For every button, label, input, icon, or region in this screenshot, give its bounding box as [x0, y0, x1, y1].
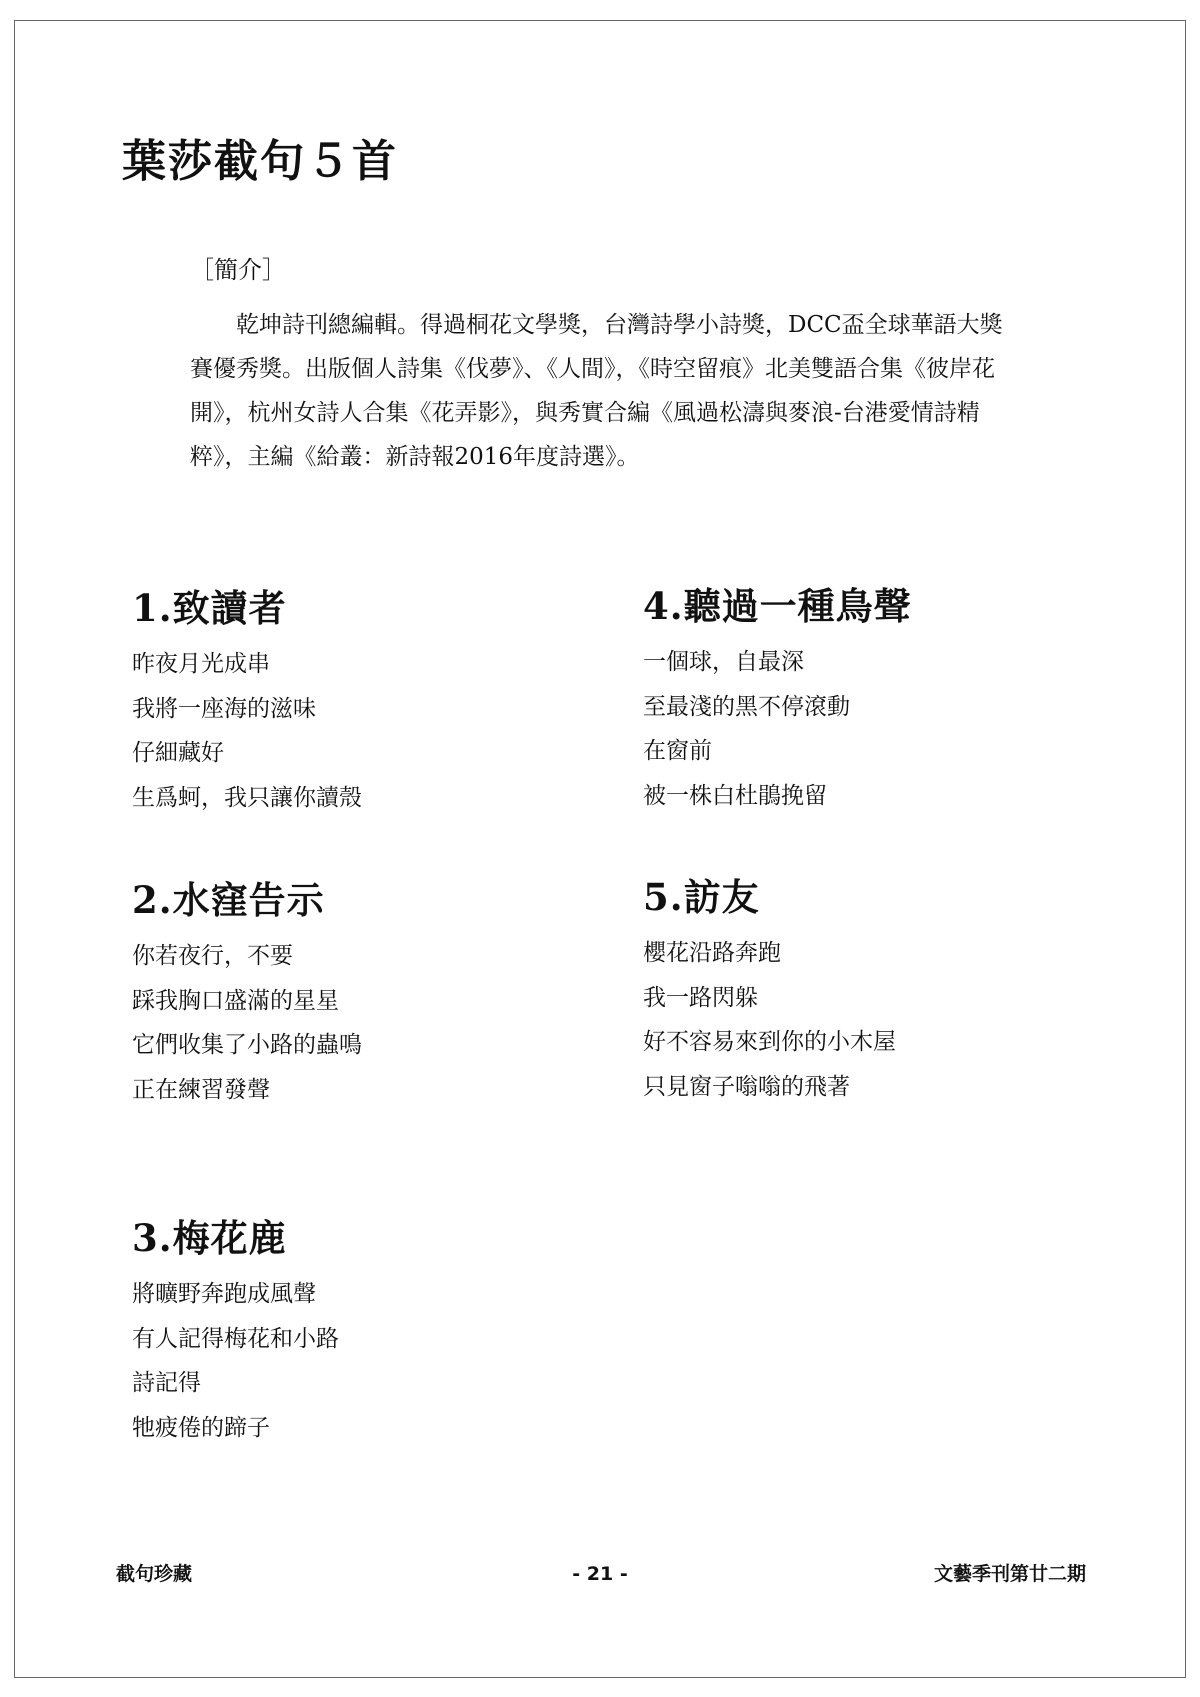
poem-line: 昨夜月光成串 — [132, 651, 270, 677]
poem-line: 櫻花沿路奔跑 — [643, 940, 781, 966]
poem-lines — [643, 640, 912, 818]
poem-line: 在窗前 — [643, 738, 712, 764]
poem-line: 只見窗子嗡嗡的飛著 — [643, 1073, 850, 1100]
poem-line: 我一路閃躲 — [643, 984, 758, 1011]
page-title: 葉莎截句５首 — [122, 136, 398, 187]
poem-line: 牠疲倦的蹄子 — [132, 1414, 270, 1441]
poem-line: 生爲蚵，我只讓你讀殼 — [132, 784, 362, 811]
footer-publication: 文藝季刊第廿二期 — [933, 1563, 1086, 1585]
poem-line: 仔細藏好 — [132, 740, 224, 766]
poem-line: 將曠野奔跑成風聲 — [132, 1281, 316, 1307]
poem-line: 踩我胸口盛滿的星星 — [132, 987, 339, 1014]
poem-line: 有人記得梅花和小路 — [132, 1325, 339, 1352]
poem-line: 你若夜行，不要 — [132, 943, 293, 969]
poem-line: 詩記得 — [132, 1370, 201, 1396]
poem-lines — [132, 1272, 339, 1450]
poem-lines — [643, 931, 896, 1109]
poem-title: 1.致讀者 — [132, 586, 287, 630]
footer-page-number: - 21 - — [572, 1563, 628, 1585]
poem-line: 至最淺的黑不停滾動 — [643, 693, 850, 720]
intro-label: ［簡介］ — [190, 256, 286, 284]
intro-text: 乾坤詩刊總編輯。得過桐花文學獎，台灣詩學小詩獎，DCC盃全球華語大獎賽優秀獎。出版個人詩集《伐夢》、《人間》，《時空留痕》北美雙語合集《彼岸花開》，杭州女詩人合集《花弄影》，與秀實合編《風過松濤與麥浪-台港愛情詩精粹》，主編《給叢：新詩報2016年度詩選》。 — [190, 312, 1003, 470]
poem-line: 一個球，自最深 — [643, 649, 804, 675]
poem-title: 4.聽過一種鳥聲 — [643, 584, 912, 628]
poem-title: 5.訪友 — [643, 875, 760, 919]
poem-line: 我將一座海的滋味 — [132, 695, 316, 722]
poem-4 — [643, 582, 912, 818]
poem-lines — [132, 934, 362, 1112]
poem-title: 3.梅花鹿 — [132, 1216, 287, 1260]
poem-2 — [132, 876, 362, 1112]
poem-line: 被一株白杜鵑挽留 — [643, 782, 827, 809]
poem-1 — [132, 584, 362, 820]
poem-lines — [132, 642, 362, 820]
poem-line: 好不容易來到你的小木屋 — [643, 1029, 896, 1055]
footer-section-name: 截句珍藏 — [116, 1563, 193, 1585]
poem-line: 它們收集了小路的蟲鳴 — [132, 1032, 362, 1058]
poem-title: 2.水窪告示 — [132, 878, 325, 922]
poem-line: 正在練習發聲 — [132, 1076, 270, 1103]
poem-5 — [643, 873, 896, 1109]
intro-paragraph — [190, 303, 1018, 479]
poem-3 — [132, 1214, 339, 1450]
